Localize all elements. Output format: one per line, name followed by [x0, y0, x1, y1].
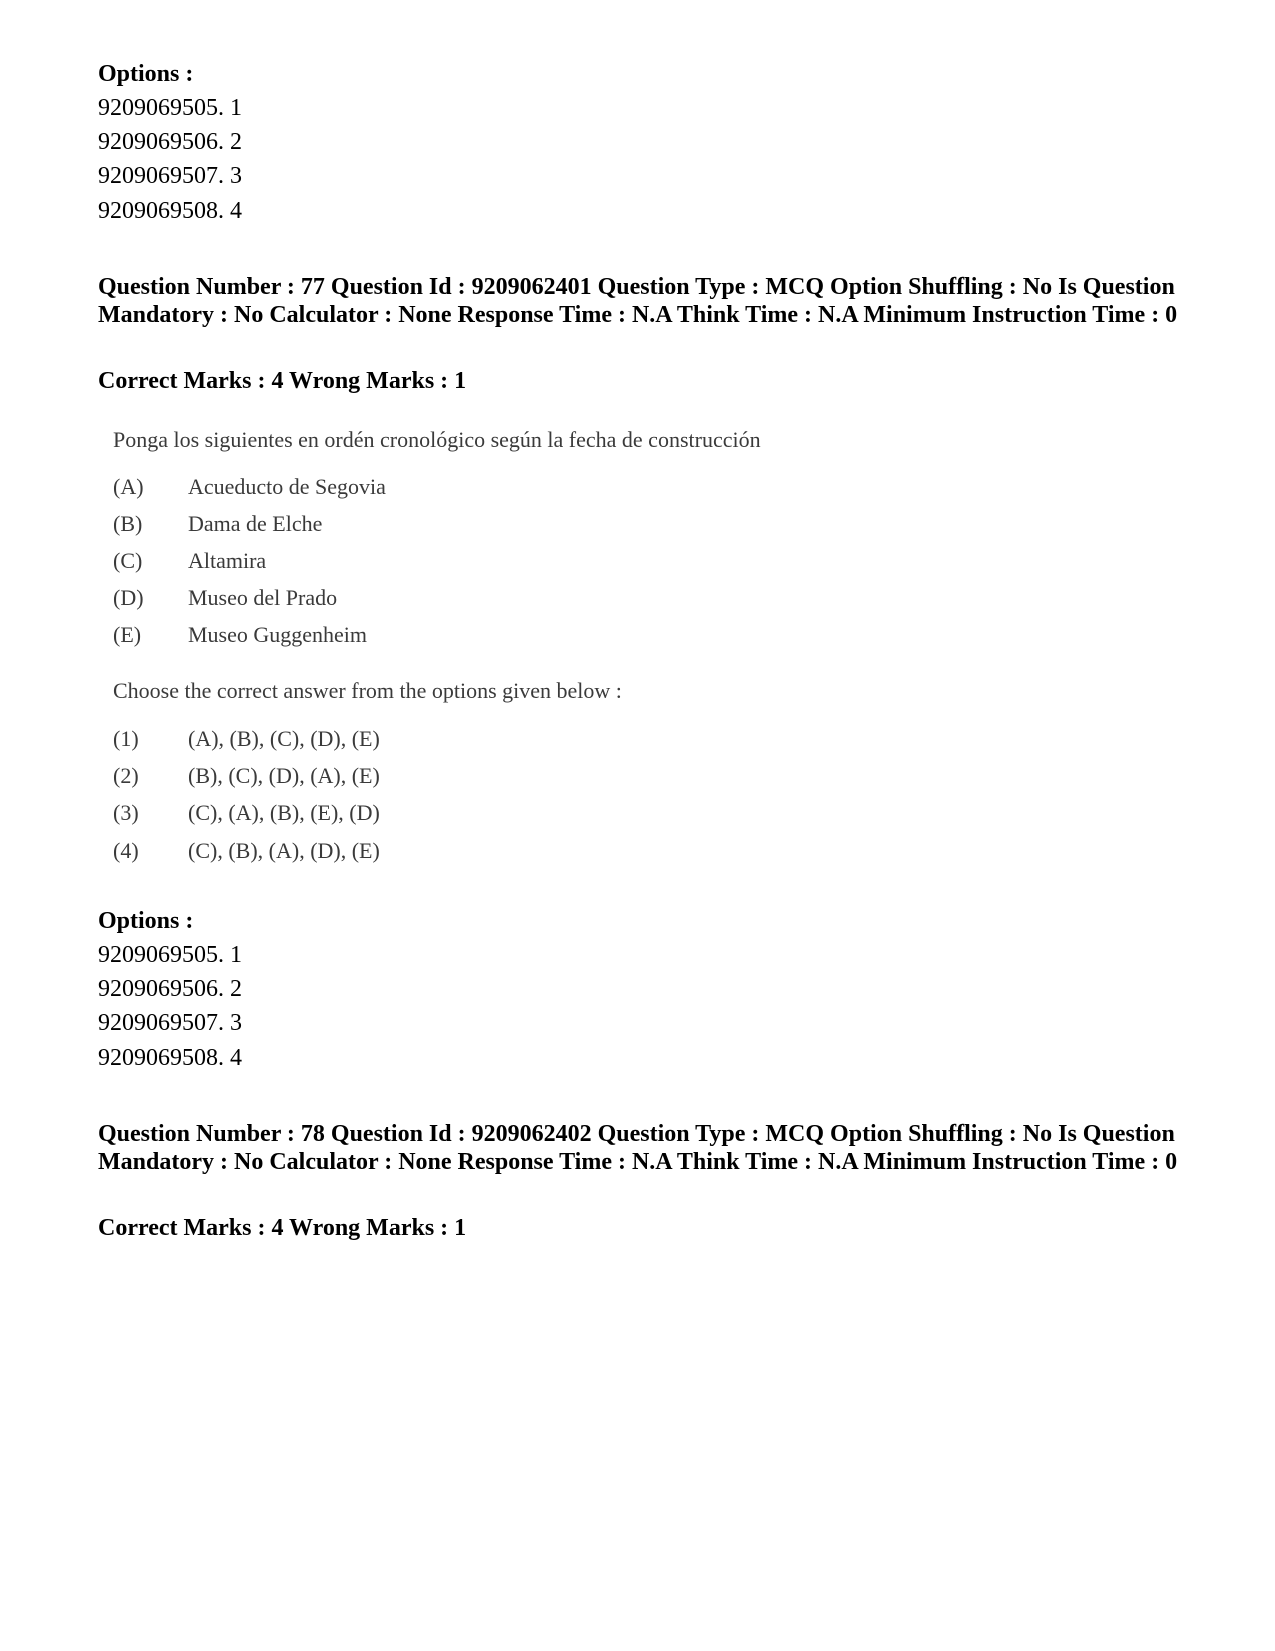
- options-block-q77: [98, 904, 242, 1075]
- item-label: (E): [113, 622, 142, 647]
- option-line: 9209069506. 2: [98, 976, 242, 1003]
- option-line: 9209069507. 3: [98, 1010, 242, 1037]
- answer-text: (C), (B), (A), (D), (E): [188, 838, 380, 863]
- item-text: Dama de Elche: [188, 511, 323, 536]
- options-heading: Options :: [98, 61, 194, 87]
- answer-text: (A), (B), (C), (D), (E): [188, 726, 380, 751]
- answer-label: (4): [113, 838, 139, 863]
- answer-text: (B), (C), (D), (A), (E): [188, 763, 380, 788]
- item-label: (D): [113, 585, 144, 610]
- item-text: Museo Guggenheim: [188, 622, 368, 647]
- option-line: 9209069508. 4: [98, 197, 242, 224]
- answer-label: (2): [113, 763, 139, 788]
- item-label: (B): [113, 511, 143, 536]
- option-line: 9209069508. 4: [98, 1044, 242, 1071]
- item-label: (C): [113, 548, 143, 573]
- option-line: 9209069507. 3: [98, 163, 242, 190]
- question-78-marks: Correct Marks : 4 Wrong Marks : 1: [98, 1215, 467, 1241]
- option-line: 9209069505. 1: [98, 95, 242, 121]
- answer-label: (3): [113, 800, 139, 825]
- item-text: Museo del Prado: [188, 585, 338, 610]
- item-text: Acueducto de Segovia: [188, 474, 386, 499]
- option-line: 9209069505. 1: [98, 942, 242, 968]
- answer-label: (1): [113, 726, 139, 751]
- question-77-header: Question Number : 77 Question Id : 9209062401 Question Type : MCQ Option Shuffling : No Is Question Mandatory : No Calculator : None Response Time : N.A Think Time : N.A Minimum Instruction Time : 0: [98, 274, 1178, 328]
- item-text: Altamira: [188, 548, 267, 573]
- item-label: (A): [113, 474, 144, 499]
- option-line: 9209069506. 2: [98, 129, 242, 156]
- question-prompt: Ponga los siguientes en ordén cronológico según la fecha de construcción: [113, 427, 761, 452]
- question-77-marks: Correct Marks : 4 Wrong Marks : 1: [98, 368, 467, 394]
- answer-text: (C), (A), (B), (E), (D): [188, 800, 380, 825]
- choose-instruction: Choose the correct answer from the options given below :: [113, 678, 622, 703]
- options-block-top: [98, 57, 242, 228]
- options-heading: Options :: [98, 908, 194, 934]
- question-78-header: Question Number : 78 Question Id : 9209062402 Question Type : MCQ Option Shuffling : No Is Question Mandatory : No Calculator : None Response Time : N.A Think Time : N.A Minimum Instruction Time : 0: [98, 1121, 1178, 1175]
